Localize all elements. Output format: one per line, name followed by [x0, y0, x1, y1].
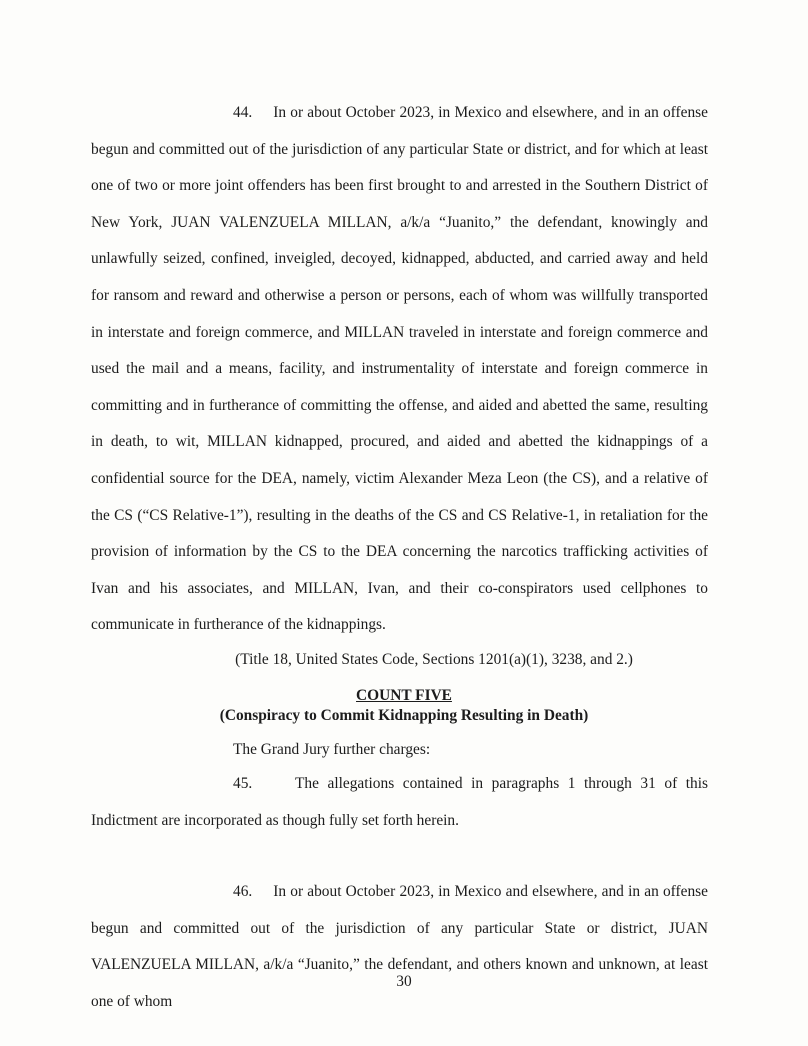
paragraph-45: 45. The allegations contained in paragraphs 1 through 31 of this Indictment are incorporated as though fully set forth herein. [91, 775, 708, 829]
count-heading: COUNT FIVE [356, 687, 452, 704]
paragraph-44: 44. In or about October 2023, in Mexico and elsewhere, and in an offense begun and committed out of the jurisdiction of any particular State or district, and for which at least one of two or more joint offenders has been first brought to and arrested in the Southern District of New York, JUAN VALENZUELA MILLAN, a/k/a “Juanito,” the defendant, knowingly and unlawfully seized, confined, inveigled, decoyed, kidnapped, abducted, and carried away and held for ransom and reward and otherwise a person or persons, each of whom was willfully transported in interstate and foreign commerce, and MILLAN traveled in interstate and foreign commerce and used the mail and a means, facility, and instrumentality of interstate and foreign commerce in committing and in furtherance of committing the offense, and aided and abetted the same, resulting in death, to wit, MILLAN kidnapped, procured, and aided and abetted the kidnappings of a confidential source for the DEA, namely, victim Alexander Meza Leon (the CS), and a relative of the CS (“CS Relative-1”), resulting in the deaths of the CS and CS Relative-1, in retaliation for the provision of information by the CS to the DEA concerning the narcotics trafficking activities of Ivan and his associates, and MILLAN, Ivan, and their co-conspirators used cellphones to communicate in furtherance of the kidnappings. [91, 104, 708, 634]
paragraph-46: 46. In or about October 2023, in Mexico and elsewhere, and in an offense begun and committed out of the jurisdiction of any particular State or district, JUAN VALENZUELA MILLAN, a/k/a “Juanito,” the defendant, and others known and unknown, at least one of whom [91, 883, 708, 1010]
count-subheading: (Conspiracy to Commit Kidnapping Resulting in Death) [219, 707, 589, 724]
statute-citation: (Title 18, United States Code, Sections 1201(a)(1), 3238, and 2.) [235, 651, 633, 668]
page-number: 30 [396, 973, 412, 990]
grand-jury-lead-in: The Grand Jury further charges: [233, 741, 431, 758]
